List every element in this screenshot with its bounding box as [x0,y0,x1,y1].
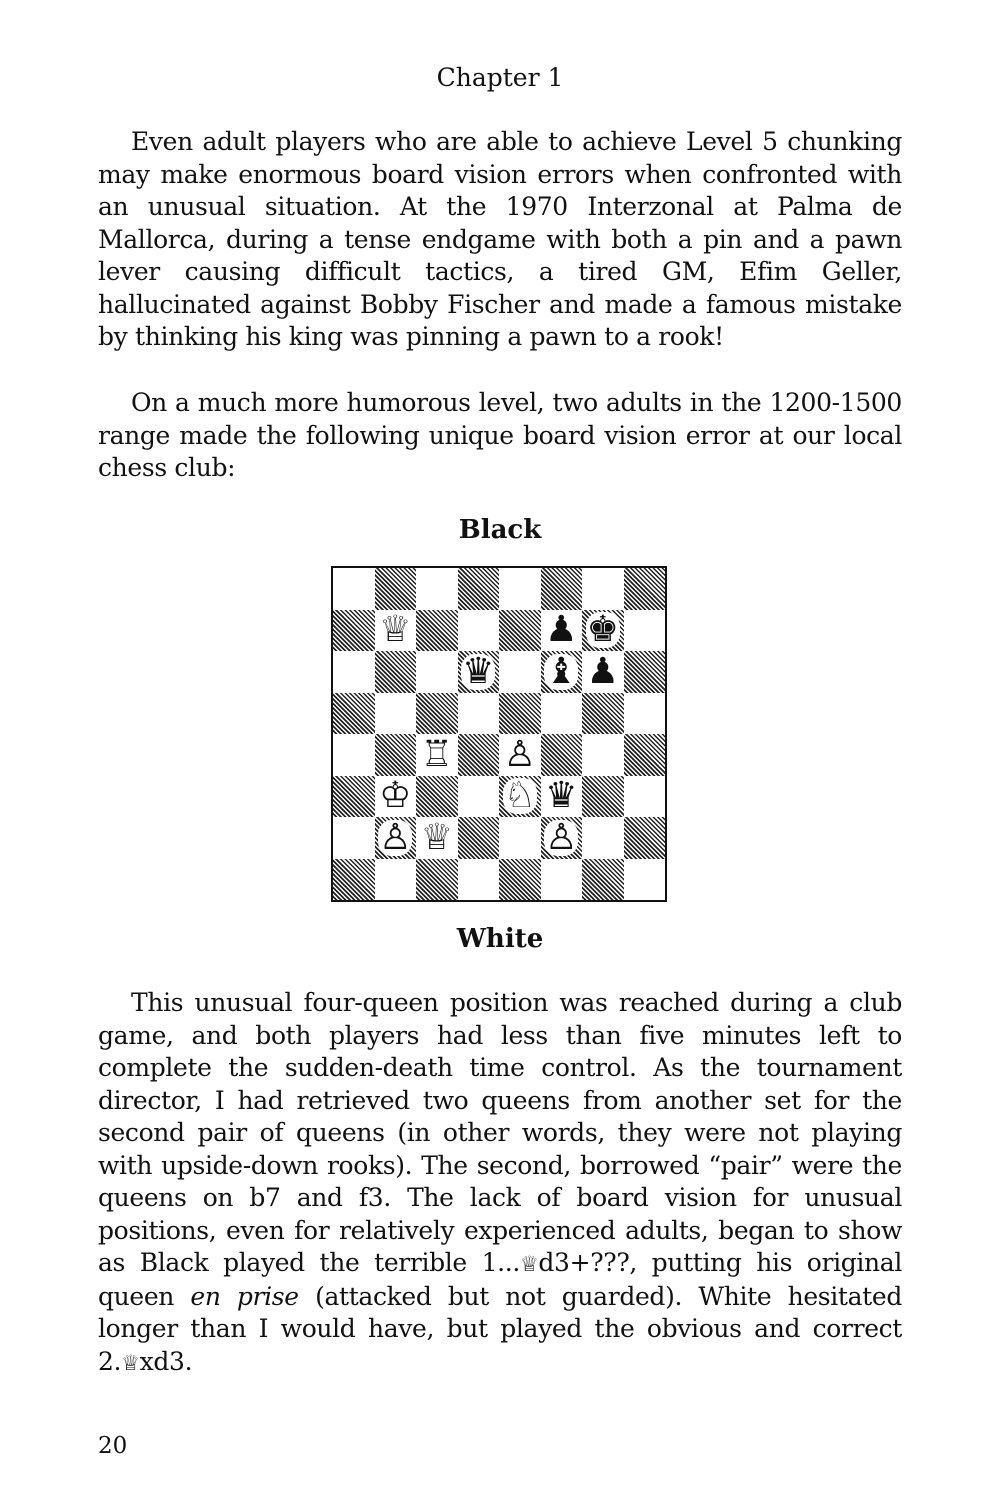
square-c2 [416,817,458,859]
black-bishop-icon: ♝ [545,650,578,692]
page-number: 20 [98,1433,128,1459]
square-e7 [499,610,541,652]
square-g3 [582,776,624,818]
square-f8 [541,568,583,610]
white-pawn-icon: ♙ [545,816,578,858]
square-a6 [333,651,375,693]
diagram-label-white: White [456,924,544,954]
square-c5 [416,693,458,735]
paragraph-2: On a much more humorous level, two adults in the 1200-1500 range made the following unique board vision error at our local chess club: [98,388,902,482]
square-f6 [541,651,583,693]
black-queen-icon: ♛ [545,775,578,817]
square-f4 [541,734,583,776]
square-f7 [541,610,583,652]
square-a8 [333,568,375,610]
square-d4 [458,734,500,776]
black-king-icon: ♚ [586,609,619,651]
square-b5 [375,693,417,735]
square-c1 [416,859,458,901]
square-c3 [416,776,458,818]
white-pawn-icon: ♙ [379,816,412,858]
square-h4 [624,734,666,776]
square-h6 [624,651,666,693]
square-d1 [458,859,500,901]
square-g5 [582,693,624,735]
square-b8 [375,568,417,610]
square-h8 [624,568,666,610]
square-h3 [624,776,666,818]
square-b3 [375,776,417,818]
square-b2 [375,817,417,859]
queen-figurine-icon: ♕ [519,1252,539,1276]
square-f5 [541,693,583,735]
paragraph-3-text-c: (attacked but not guarded). White hesitated longer than I would have, but played the obvious and correct 2. [98,1281,902,1376]
square-e3 [499,776,541,818]
square-b6 [375,651,417,693]
square-a1 [333,859,375,901]
black-pawn-icon: ♟ [586,650,619,692]
square-b4 [375,734,417,776]
square-e2 [499,817,541,859]
paragraph-3-italic: en prise [190,1281,299,1311]
square-e6 [499,651,541,693]
white-pawn-icon: ♙ [503,733,536,775]
square-h7 [624,610,666,652]
square-g8 [582,568,624,610]
paragraph-1: Even adult players who are able to achieve Level 5 chunking may make enormous board vision errors when confronted with an unusual situation. At the 1970 Interzonal at Palma de Mallorca, during a tense endgame with both a pin and a pawn lever causing difficult tactics, a tired GM, Efim Geller, hallucinated against Bobby Fischer and made a famous mistake by thinking his king was pinning a pawn to a rook! [98,127,902,351]
square-d2 [458,817,500,859]
white-rook-icon: ♖ [420,733,453,775]
square-a7 [333,610,375,652]
square-e1 [499,859,541,901]
square-e8 [499,568,541,610]
square-b7 [375,610,417,652]
white-knight-icon: ♘ [503,775,536,817]
paragraph-3 [98,987,902,1379]
square-d8 [458,568,500,610]
square-a3 [333,776,375,818]
paragraph-3-text-b: d3+???, putting his original queen [98,1248,902,1311]
square-g4 [582,734,624,776]
square-c6 [416,651,458,693]
square-a2 [333,817,375,859]
square-b1 [375,859,417,901]
paragraph-3-text-d: xd3. [139,1346,193,1376]
square-d7 [458,610,500,652]
white-queen-icon: ♕ [379,609,412,651]
square-g2 [582,817,624,859]
square-d5 [458,693,500,735]
square-a5 [333,693,375,735]
square-e5 [499,693,541,735]
queen-figurine-icon: ♕ [121,1350,140,1375]
square-h2 [624,817,666,859]
square-c8 [416,568,458,610]
black-pawn-icon: ♟ [545,609,578,651]
paragraph-3-text-a: This unusual four-queen position was reached during a club game, and both players had less than five minutes left to complete the sudden-death time control. As the tournament director, I had retrieved two queens from another set for the second pair of queens (in other words, they were not playing with upside-down rooks). The second, borrowed “pair” were the queens on b7 and f3. The lack of board vision for unusual positions, even for relatively experienced adults, began to show as Black played the terrible 1... [98,988,902,1277]
square-a4 [333,734,375,776]
square-g1 [582,859,624,901]
square-d3 [458,776,500,818]
square-f1 [541,859,583,901]
white-king-icon: ♔ [379,775,412,817]
square-f3 [541,776,583,818]
square-c7 [416,610,458,652]
square-e4 [499,734,541,776]
black-queen-icon: ♛ [462,650,495,692]
square-d6 [458,651,500,693]
square-g6 [582,651,624,693]
chess-diagram [331,566,667,902]
diagram-label-black: Black [458,515,542,545]
square-f2 [541,817,583,859]
chapter-header: Chapter 1 [436,63,564,92]
square-c4 [416,734,458,776]
square-h1 [624,859,666,901]
square-h5 [624,693,666,735]
square-g7 [582,610,624,652]
white-queen-icon: ♕ [420,816,453,858]
